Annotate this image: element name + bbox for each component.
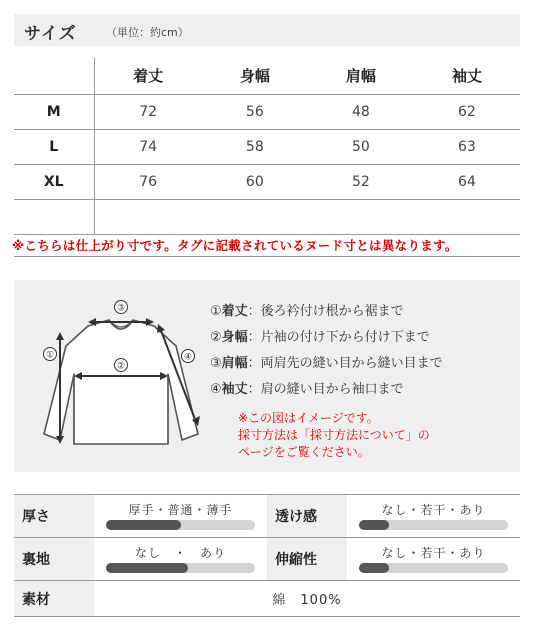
column-header: 肩幅 <box>345 67 376 86</box>
stretch-value <box>347 538 520 580</box>
material-value: 綿 100% <box>272 593 342 608</box>
transparency-value <box>347 495 520 537</box>
legend-number: ② <box>210 330 222 345</box>
transparency-indicator <box>359 520 389 530</box>
lining-value <box>94 538 267 580</box>
transparency-options: なし・若干・あり <box>381 503 486 517</box>
legend-desc: ：後ろ衿付け根から裾まで <box>247 304 404 319</box>
column-header: 着丈 <box>133 67 164 86</box>
size-label: XL <box>14 164 94 199</box>
marker-sleeve: ④ <box>183 352 193 363</box>
table-cell: 76 <box>139 173 158 190</box>
thickness-indicator <box>106 520 181 530</box>
table-cell: 62 <box>458 103 476 120</box>
marker-shoulder: ③ <box>116 303 126 314</box>
diagram-note <box>238 410 430 461</box>
attribute-row <box>14 495 520 538</box>
thickness-scale <box>106 520 255 530</box>
legend-item-length <box>210 300 404 319</box>
stretch-options: なし・若干・あり <box>381 546 486 560</box>
corner-cell <box>14 58 94 94</box>
stretch-indicator <box>359 563 389 573</box>
legend-number: ① <box>210 304 222 319</box>
transparency-label: 透け感 <box>267 495 347 537</box>
lining-indicator <box>106 563 188 573</box>
thickness-value <box>94 495 267 537</box>
legend-term: 肩幅 <box>221 356 248 371</box>
stretch-scale <box>359 563 508 573</box>
thickness-options: 厚手・普通・薄手 <box>128 503 233 517</box>
table-cell: 74 <box>139 138 158 155</box>
table-cell: 60 <box>245 173 264 190</box>
table-row <box>14 129 520 164</box>
table-cell: 56 <box>245 103 264 120</box>
legend-desc: ：片袖の付け下から付け下まで <box>247 330 430 345</box>
material-label: 素材 <box>14 581 94 616</box>
table-cell: 52 <box>351 173 370 190</box>
size-title-bar <box>14 14 520 46</box>
note-line: ページをご覧ください。 <box>238 445 370 459</box>
legend-number: ④ <box>210 382 222 397</box>
size-title: サイズ <box>24 24 77 44</box>
table-row <box>14 94 520 129</box>
legend-item-shoulder <box>210 352 443 371</box>
table-cell: 63 <box>458 138 476 155</box>
size-label: L <box>14 129 94 164</box>
note-line: 採寸方法は「採寸方法について」の <box>238 428 430 442</box>
legend-number: ③ <box>210 356 222 371</box>
legend-desc: ：肩の縫い目から袖口まで <box>247 382 404 397</box>
marker-length: ① <box>45 350 55 361</box>
table-cell: 50 <box>351 138 370 155</box>
table-cell: 72 <box>139 103 158 120</box>
column-header: 袖丈 <box>451 67 482 86</box>
legend-term: 身幅 <box>221 330 248 345</box>
unit-label: （単位：約cm） <box>106 26 189 39</box>
size-label-empty <box>14 199 94 234</box>
legend-item-sleeve <box>210 378 404 397</box>
legend-term: 着丈 <box>221 304 248 319</box>
legend-term: 袖丈 <box>221 382 248 397</box>
lining-scale <box>106 563 255 573</box>
table-row-empty <box>14 199 520 234</box>
size-table-header <box>14 58 520 94</box>
shirt-outline <box>44 320 198 444</box>
legend-desc: ：両肩先の縫い目から縫い目まで <box>247 356 443 371</box>
divider <box>14 256 520 257</box>
size-label: M <box>14 94 94 129</box>
table-cell: 58 <box>245 138 264 155</box>
attribute-row <box>14 581 520 617</box>
marker-width: ② <box>116 361 126 372</box>
table-cell: 48 <box>351 103 370 120</box>
notice-text: ※こちらは仕上がり寸です。タグに記載されているヌード寸とは異なります。 <box>12 238 458 253</box>
transparency-scale <box>359 520 508 530</box>
shirt-diagram <box>36 294 206 464</box>
column-header: 身幅 <box>239 67 270 86</box>
attribute-table <box>14 494 520 617</box>
thickness-label: 厚さ <box>14 495 94 537</box>
table-cell: 64 <box>458 173 476 190</box>
size-table <box>14 58 520 235</box>
lining-options: なし ・ あり <box>134 546 226 560</box>
legend-item-width <box>210 326 430 345</box>
measurement-diagram-panel <box>14 280 520 472</box>
table-row <box>14 164 520 199</box>
attribute-row <box>14 538 520 581</box>
lining-label: 裏地 <box>14 538 94 580</box>
note-line: ※この図はイメージです。 <box>238 411 379 425</box>
stretch-label: 伸縮性 <box>267 538 347 580</box>
